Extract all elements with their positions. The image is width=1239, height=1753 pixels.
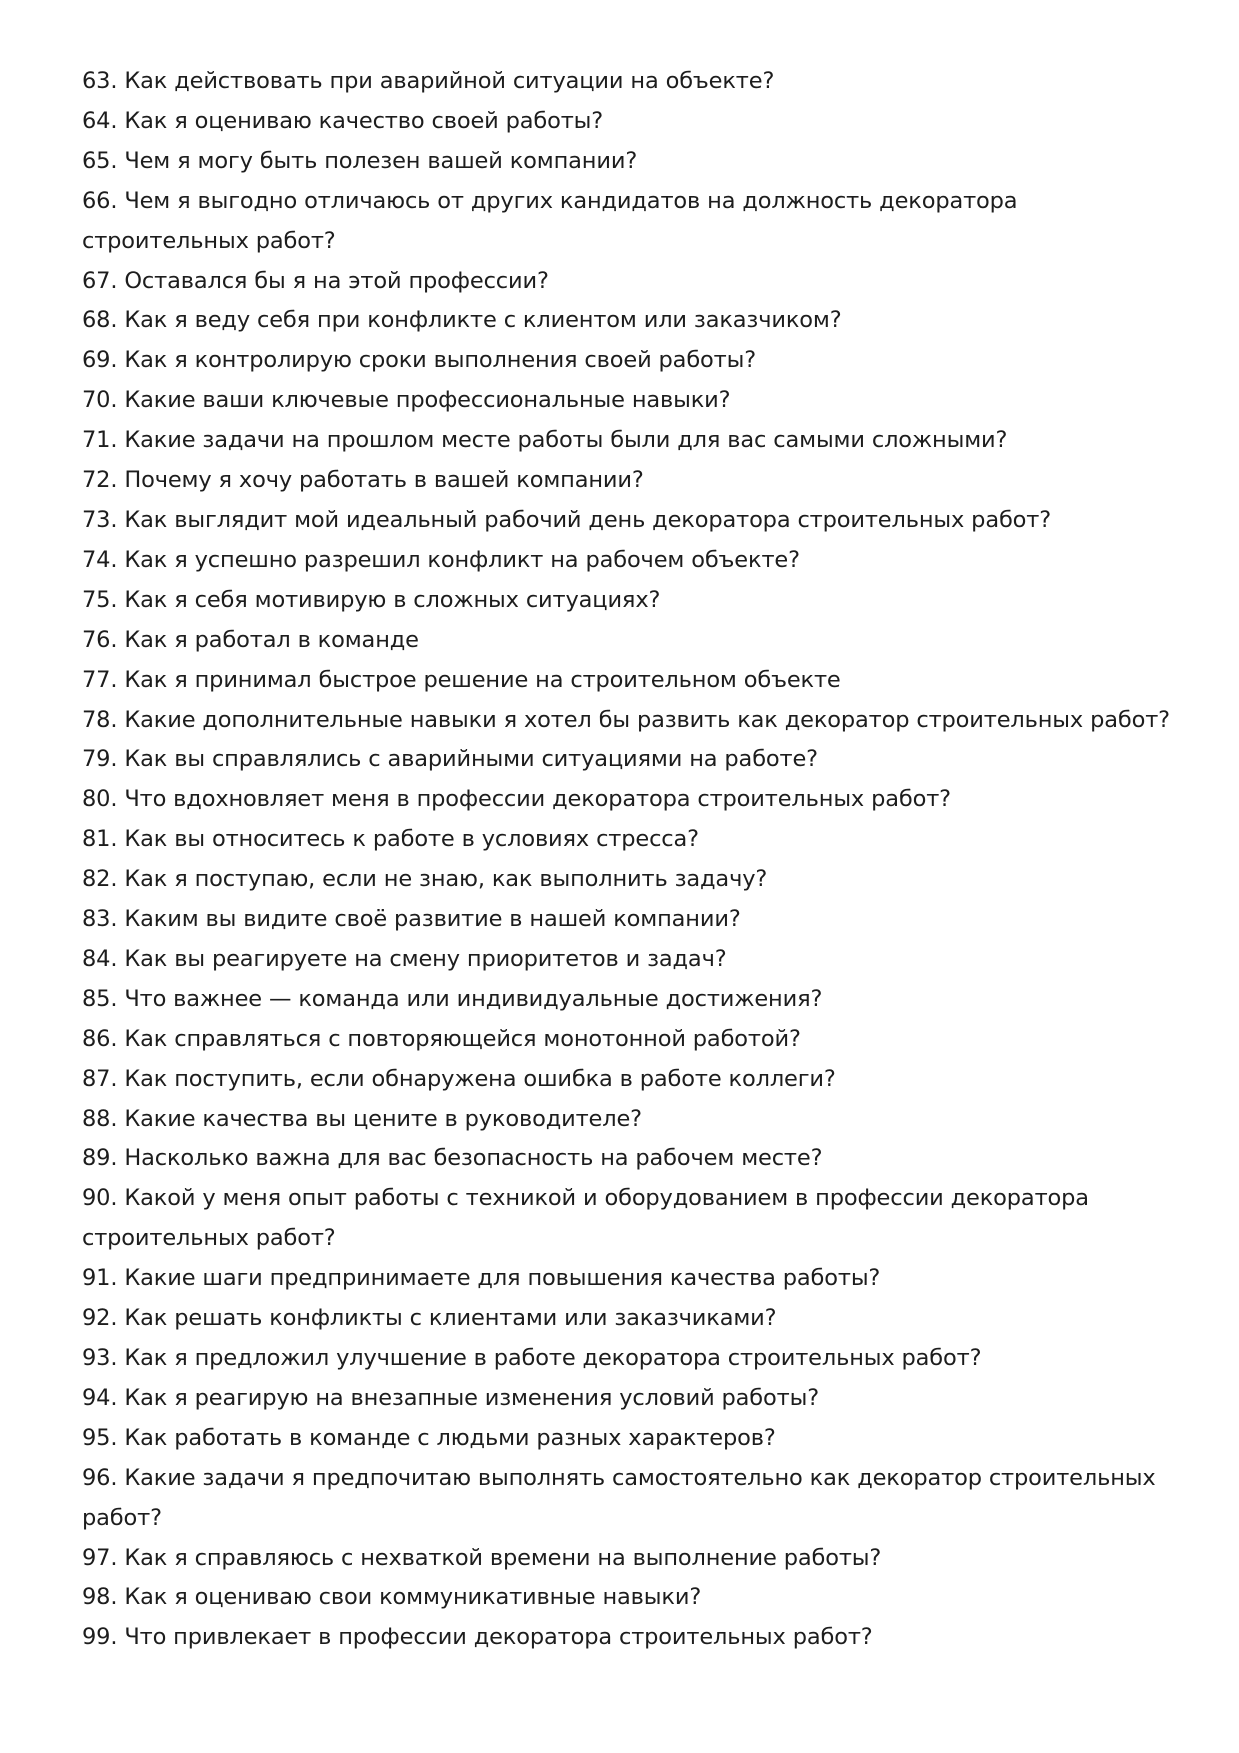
question-item: 79. Как вы справлялись с аварийными ситуациями на работе?	[82, 746, 818, 773]
question-item: 67. Оставался бы я на этой профессии?	[82, 267, 549, 294]
question-item: 94. Как я реагирую на внезапные изменения условий работы?	[82, 1384, 820, 1411]
question-item: 86. Как справляться с повторяющейся монотонной работой?	[82, 1025, 801, 1052]
question-item: 68. Как я веду себя при конфликте с клиентом или заказчиком?	[82, 307, 842, 334]
question-item: 74. Как я успешно разрешил конфликт на рабочем объекте?	[82, 546, 800, 573]
question-item: 72. Почему я хочу работать в вашей компании?	[82, 467, 644, 494]
question-item: 92. Как решать конфликты с клиентами или заказчиками?	[82, 1305, 777, 1332]
question-item: 90. Какой у меня опыт работы с техникой и оборудованием в профессии декоратора строительных работ?	[82, 1185, 1089, 1252]
question-item: 76. Как я работал в команде	[82, 626, 419, 653]
question-item: 69. Как я контролирую сроки выполнения своей работы?	[82, 347, 757, 374]
question-item: 93. Как я предложил улучшение в работе декоратора строительных работ?	[82, 1345, 982, 1371]
question-item: 73. Как выглядит мой идеальный рабочий день декоратора строительных работ?	[82, 506, 1052, 533]
document-page	[82, 62, 1172, 1658]
question-item: 82. Как я поступаю, если не знаю, как выполнить задачу?	[82, 866, 768, 893]
question-item: 77. Как я принимал быстрое решение на строительном объекте	[82, 666, 841, 693]
question-item: 87. Как поступить, если обнаружена ошибка в работе коллеги?	[82, 1065, 836, 1092]
question-item: 63. Как действовать при аварийной ситуации на объекте?	[82, 68, 775, 94]
question-item: 81. Как вы относитесь к работе в условиях стресса?	[82, 826, 699, 853]
question-item: 78. Какие дополнительные навыки я хотел бы развить как декоратор строительных работ?	[82, 706, 1170, 733]
question-item: 84. Как вы реагируете на смену приоритетов и задач?	[82, 945, 727, 972]
question-item: 96. Какие задачи я предпочитаю выполнять самостоятельно как декоратор строительных работ?	[82, 1464, 1156, 1531]
question-item: 99. Что привлекает в профессии декоратора строительных работ?	[82, 1624, 873, 1651]
question-item: 70. Какие ваши ключевые профессиональные навыки?	[82, 387, 731, 414]
question-item: 80. Что вдохновляет меня в профессии декоратора строительных работ?	[82, 786, 951, 813]
question-item: 95. Как работать в команде с людьми разных характеров?	[82, 1424, 776, 1451]
question-item: 65. Чем я могу быть полезен вашей компании?	[82, 147, 638, 174]
question-item: 88. Какие качества вы цените в руководителе?	[82, 1105, 642, 1132]
question-item: 98. Как я оцениваю свои коммуникативные навыки?	[82, 1584, 702, 1611]
question-item: 97. Как я справляюсь с нехваткой времени на выполнение работы?	[82, 1544, 882, 1571]
question-item: 91. Какие шаги предпринимаете для повышения качества работы?	[82, 1265, 881, 1292]
question-item: 83. Каким вы видите своё развитие в нашей компании?	[82, 906, 741, 933]
question-item: 66. Чем я выгодно отличаюсь от других кандидатов на должность декоратора строительных работ?	[82, 187, 1018, 254]
question-item: 89. Насколько важна для вас безопасность на рабочем месте?	[82, 1145, 823, 1172]
question-item: 85. Что важнее — команда или индивидуальные достижения?	[82, 985, 823, 1012]
question-item: 75. Как я себя мотивирую в сложных ситуациях?	[82, 586, 661, 613]
question-item: 71. Какие задачи на прошлом месте работы были для вас самыми сложными?	[82, 427, 1008, 454]
question-item: 64. Как я оцениваю качество своей работы?	[82, 107, 604, 134]
